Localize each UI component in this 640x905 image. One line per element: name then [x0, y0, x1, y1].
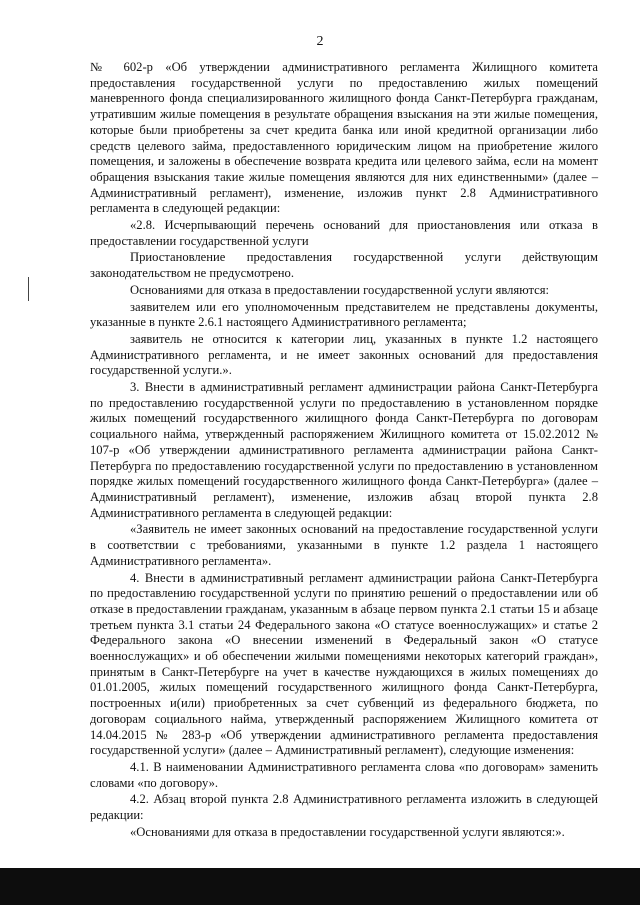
- paragraph-10: 4.1. В наименовании Административного регламента слова «по договорам» заменить словами «по договору».: [90, 759, 598, 790]
- paragraph-5: заявителем или его уполномоченным представителем не представлены документы, указанные в пункте 2.6.1 настоящего Административного регламента;: [90, 299, 598, 330]
- paragraph-1: № 602-р «Об утверждении административного регламента Жилищного комитета предоставления государственной услуги по предоставлению жилых помещений маневренного фонда специализированного жилищного фонда Санкт-Петербурга гражданам, утратившим жилые помещения в результате обращения взыскания на эти жилые помещения, которые были приобретены за счет кредита банка или иной кредитной организации либо средств целевого займа, предоставленного юридическим лицом на приобретение жилого помещения, и заложены в обеспечение возврата кредита или целевого займа, если на момент обращения взыскания такие жилые помещения являются для них единственными» (далее – Административный регламент), изменение, изложив пункт 2.8 Административного регламента в следующей редакции:: [90, 60, 598, 216]
- paragraph-9: 4. Внести в административный регламент администрации района Санкт-Петербурга по предоставлению государственной услуги по принятию решений о предоставлении или об отказе в предоставлении гражданам, указанным в абзаце первом пункта 2.1 статьи 15 и абзаце третьем пункта 3.1 статьи 24 Федерального закона «О статусе военнослужащих» и статье 2 Федерального закона «О внесении изменений в Федеральный закон «О статусе военнослужащих» и об обеспечении жилыми помещениями некоторых категорий граждан», принятым в Санкт-Петербурге на учет в качестве нуждающихся в жилых помещениях до 01.01.2005, жилых помещений государственного жилищного фонда Санкт-Петербурга, построенных и(или) приобретенных за счет субвенций из федерального бюджета, по договорам социального найма, утвержденный распоряжением Жилищного комитета от 14.04.2015 № 283-р «Об утверждении административного регламента предоставления государственной услуги» (далее – Административный регламент), следующие изменения:: [90, 570, 598, 758]
- document-body: [90, 60, 598, 840]
- page-number: 2: [316, 34, 324, 49]
- scan-edge-bar: [0, 868, 640, 905]
- paragraph-4: Основаниями для отказа в предоставлении государственной услуги являются:: [130, 282, 550, 297]
- paragraph-3: Приостановление предоставления государственной услуги действующим законодательством не предусмотрено.: [90, 250, 598, 281]
- paragraph-11: 4.2. Абзац второй пункта 2.8 Административного регламента изложить в следующей редакции:: [90, 792, 598, 823]
- paragraph-12: «Основаниями для отказа в предоставлении государственной услуги являются:».: [130, 824, 565, 839]
- paragraph-2: «2.8. Исчерпывающий перечень оснований для приостановления или отказа в предоставлении государственной услуги: [90, 218, 598, 248]
- margin-mark: [28, 277, 29, 301]
- paragraph-6: заявитель не относится к категории лиц, указанных в пункте 1.2 настоящего Административного регламента, и не имеет законных оснований для предоставления государственной услуги.».: [90, 331, 598, 378]
- paragraph-7: 3. Внести в административный регламент администрации района Санкт-Петербурга по предоставлению государственной услуги по предоставлению в установленном порядке жилых помещений государственного жилищного фонда Санкт-Петербурга по договорам социального найма, утвержденный распоряжением Жилищного комитета от 15.02.2012 № 107-р «Об утверждении административного регламента администрации района Санкт-Петербурга по предоставлению государственной услуги по предоставлению в установленном порядке жилых помещений государственного жилищного фонда Санкт-Петербурга» (далее – Административный регламент), изменение, изложив абзац второй пункта 2.8 Административного регламента в следующей редакции:: [90, 380, 598, 520]
- paragraph-8: «Заявитель не имеет законных оснований на предоставление государственной услуги в соответствии с требованиями, указанными в пункте 1.2 раздела 1 настоящего Административного регламента».: [90, 522, 598, 568]
